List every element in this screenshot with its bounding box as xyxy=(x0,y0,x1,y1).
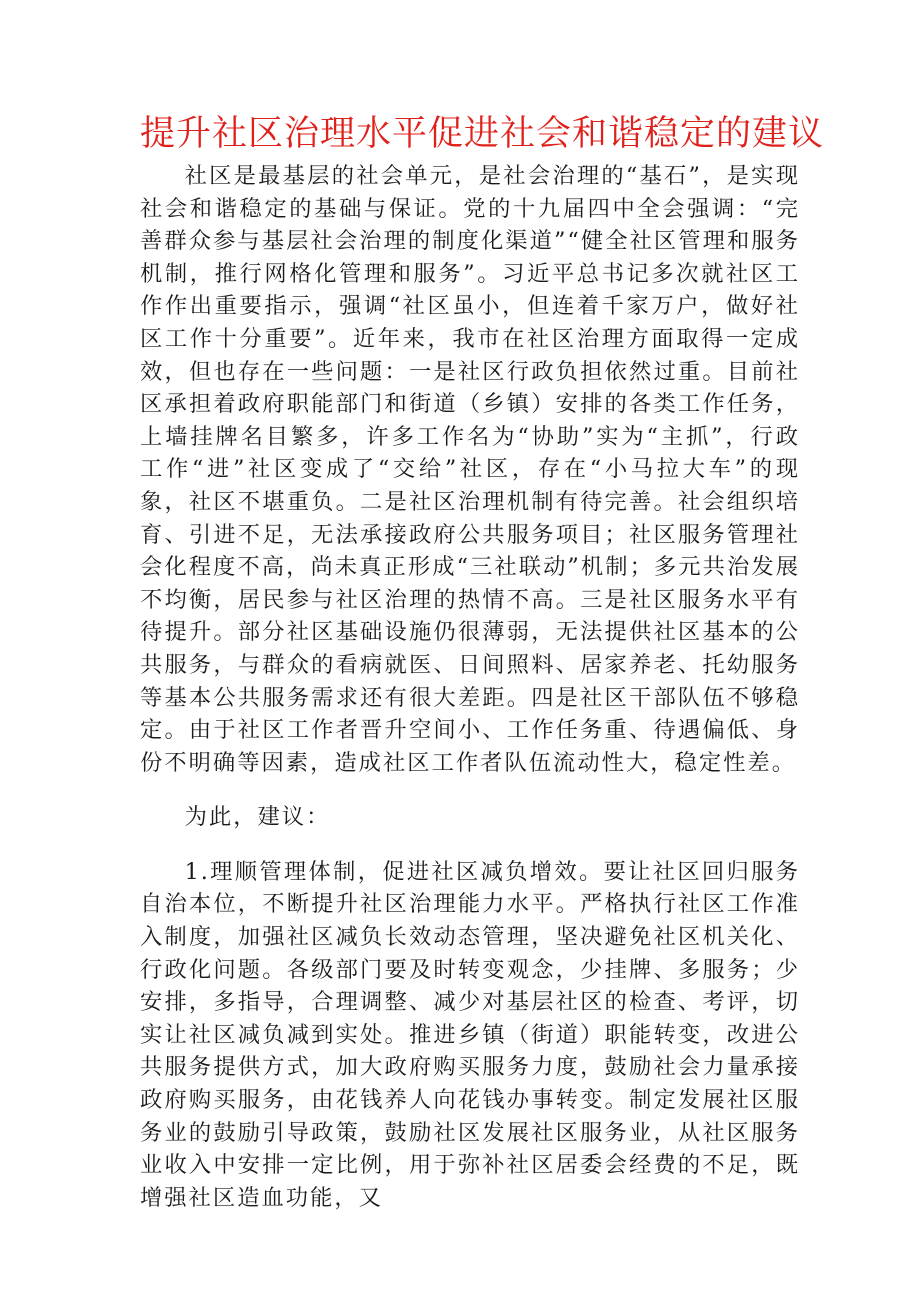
paragraph-suggestion-1: 1.理顺管理体制，促进社区减负增效。要让社区回归服务自治本位，不断提升社区治理能力水平。严格执行社区工作准入制度，加强社区减负长效动态管理，坚决避免社区机关化、行政化问题。各级部门要及时转变观念，少挂牌、多服务；少安排，多指导，合理调整、减少对基层社区的检查、考评，切实让社区减负减到实处。推进乡镇（街道）职能转变，改进公共服务提供方式，加大政府购买服务力度，鼓励社会力量承接政府购买服务，由花钱养人向花钱办事转变。制定发展社区服务业的鼓励引导政策，鼓励社区发展社区服务业，从社区服务业收入中安排一定比例，用于弥补社区居委会经费的不足，既增强社区造血功能，又 xyxy=(140,858,800,1211)
paragraph-background: 社区是最基层的社会单元，是社会治理的“基石”，是实现社会和谐稳定的基础与保证。党的十九届四中全会强调：“完善群众参与基层社会治理的制度化渠道”“健全社区管理和服务机制，推行网格化管理和服务”。习近平总书记多次就社区工作作出重要指示，强调“社区虽小，但连着千家万户，做好社区工作十分重要”。近年来，我市在社区治理方面取得一定成效，但也存在一些问题：一是社区行政负担依然过重。目前社区承担着政府职能部门和街道（乡镇）安排的各类工作任务，上墙挂牌名目繁多，许多工作名为“协助”实为“主抓”，行政工作“进”社区变成了“交给”社区，存在“小马拉大车”的现象，社区不堪重负。二是社区治理机制有待完善。社会组织培育、引进不足，无法承接政府公共服务项目；社区服务管理社会化程度不高，尚未真正形成“三社联动”机制；多元共治发展不均衡，居民参与社区治理的热情不高。三是社区服务水平有待提升。部分社区基础设施仍很薄弱，无法提供社区基本的公共服务，与群众的看病就医、日间照料、居家养老、托幼服务等基本公共服务需求还有很大差距。四是社区干部队伍不够稳定。由于社区工作者晋升空间小、工作任务重、待遇偏低、身份不明确等因素，造成社区工作者队伍流动性大，稳定性差。 xyxy=(140,163,800,776)
document-page xyxy=(140,108,825,1214)
paragraph-intro-suggestions: 为此，建议： xyxy=(184,804,331,831)
document-title: 提升社区治理水平促进社会和谐稳定的建议 xyxy=(140,114,825,154)
